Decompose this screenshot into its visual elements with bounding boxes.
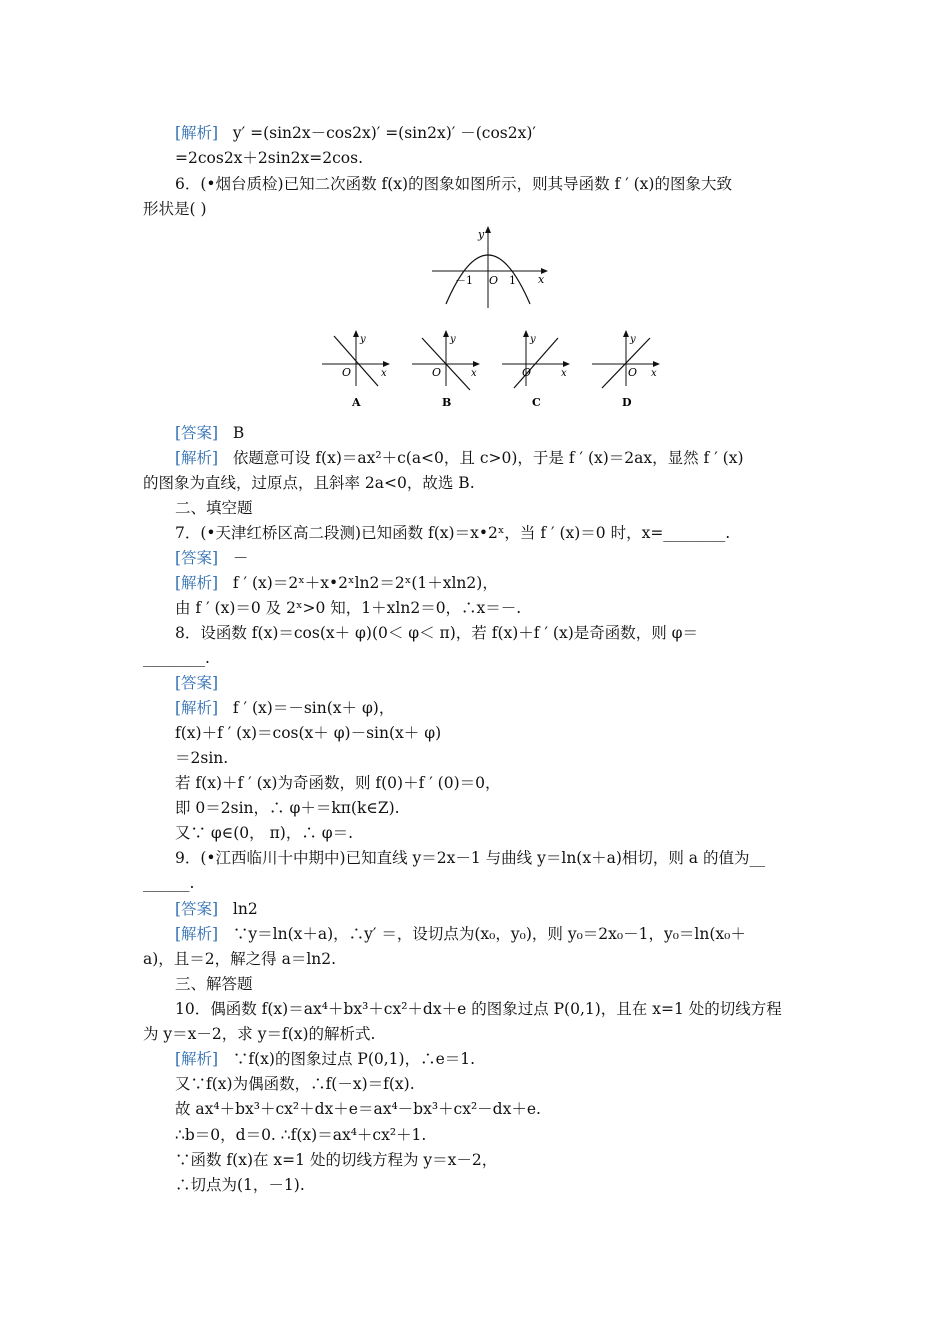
answer-tag: [答案]	[175, 424, 219, 442]
solution-tag: [解析]	[175, 1050, 219, 1068]
text-line: 若 f(x)＋f ′ (x)为奇函数，则 f(0)＋f ′ (0)＝0，	[175, 774, 501, 792]
option-d-graph	[590, 326, 664, 412]
solution-line	[175, 697, 394, 719]
text-line: =2cos2x＋2sin2x=2cos.	[175, 149, 364, 167]
axis-label-y: y	[360, 334, 366, 345]
axis-label-y: y	[630, 334, 636, 345]
solution-line	[175, 572, 498, 594]
question-9: 9．(•江西临川十中期中)已知直线 y＝2x－1 与曲线 y＝ln(x＋a)相切，则 a 的值为__	[175, 849, 765, 867]
answer-line	[175, 422, 244, 444]
answer-tag: [答案]	[175, 900, 219, 918]
section-heading: 三、解答题	[175, 975, 253, 993]
text-line: ∴切点为(1，－1).	[175, 1176, 305, 1194]
axis-label-y: y	[530, 334, 536, 345]
line-text: f ′ (x)＝2ˣ＋x•2ˣln2＝2ˣ(1＋xln2)，	[232, 574, 498, 592]
solution-line	[175, 447, 744, 469]
text-line: ______.	[143, 874, 195, 892]
solution-tag: [解析]	[175, 699, 219, 717]
line-text: ∵f(x)的图象过点 P(0,1)，∴e＝1.	[232, 1050, 476, 1068]
text-line: a)，且＝2，解之得 a＝ln2.	[143, 950, 337, 968]
axis-label-x: x	[381, 368, 387, 379]
text-line: 故 ax⁴＋bx³＋cx²＋dx＋e＝ax⁴－bx³＋cx²－dx＋e.	[175, 1100, 541, 1118]
option-b-graph	[410, 326, 484, 412]
solution-tag: [解析]	[175, 124, 219, 142]
axis-label-x: x	[561, 368, 567, 379]
line-text: B	[232, 424, 245, 442]
answer-tag: [答案]	[175, 549, 219, 567]
text-line: 形状是( )	[143, 200, 207, 218]
option-caption: B	[442, 396, 452, 409]
axis-label-x: x	[651, 368, 657, 379]
tick-label: －1	[455, 274, 473, 287]
question-10: 10．偶函数 f(x)＝ax⁴＋bx³＋cx²＋dx＋e 的图象过点 P(0,1)，且在 x=1 处的切线方程	[175, 1000, 782, 1018]
solution-line	[175, 122, 536, 144]
origin-label: O	[489, 274, 499, 287]
text-line: 为 y＝x－2，求 y＝f(x)的解析式.	[143, 1025, 376, 1043]
text-line: ＝2sin.	[175, 749, 229, 767]
line-text: －	[232, 549, 249, 567]
axis-label-x: x	[538, 273, 545, 286]
line-text: 依题意可设 f(x)＝ax²＋c(a<0，且 c>0)，于是 f ′ (x)＝2ax，显然 f ′ (x)	[232, 449, 744, 467]
text-line: 又∵ φ∈(0， π)，∴ φ＝.	[175, 824, 354, 842]
text-line: 由 f ′ (x)＝0 及 2ˣ>0 知，1＋xln2＝0，∴x＝－.	[175, 599, 522, 617]
solution-line	[175, 923, 746, 945]
axis-label-x: x	[471, 368, 477, 379]
line-text: f ′ (x)＝－sin(x＋ φ)，	[232, 699, 395, 717]
section-heading: 二、填空题	[175, 499, 253, 517]
line-text: y′ =(sin2x－cos2x)′ =(sin2x)′ －(cos2x)′	[232, 124, 536, 142]
axis-label-y: y	[450, 334, 456, 345]
origin-label: O	[342, 366, 352, 379]
answer-line	[175, 898, 258, 920]
solution-tag: [解析]	[175, 449, 219, 467]
option-caption: D	[622, 396, 632, 409]
answer-line	[175, 547, 248, 569]
text-line: f(x)＋f ′ (x)＝cos(x＋ φ)－sin(x＋ φ)	[175, 724, 442, 742]
axis-label-y: y	[478, 228, 485, 241]
solution-tag: [解析]	[175, 925, 219, 943]
option-a-graph	[320, 326, 394, 412]
question-6: 6．(•烟台质检)已知二次函数 f(x)的图象如图所示，则其导函数 f ′ (x)的图象大致	[175, 175, 732, 193]
line-text: ∵y＝ln(x＋a)，∴y′ ＝，设切点为(x₀，y₀)，则 y₀＝2x₀－1，y₀＝ln(x₀＋	[232, 925, 746, 943]
option-caption: A	[352, 396, 361, 409]
text-line: 的图象为直线，过原点，且斜率 2a<0，故选 B.	[143, 474, 475, 492]
origin-label: O	[432, 366, 442, 379]
origin-label: O	[628, 366, 638, 379]
text-line: ∵函数 f(x)在 x=1 处的切线方程为 y＝x－2，	[175, 1151, 498, 1169]
text-line: 即 0＝2sin，∴ φ＋＝kπ(k∈Z).	[175, 799, 400, 817]
answer-line	[175, 672, 218, 694]
solution-line	[175, 1048, 475, 1070]
option-c-graph	[500, 326, 574, 412]
text-line: 又∵f(x)为偶函数，∴f(－x)＝f(x).	[175, 1075, 415, 1093]
text-line: ________.	[143, 649, 210, 667]
solution-tag: [解析]	[175, 574, 219, 592]
line-text: ln2	[232, 900, 258, 918]
question-7: 7．(•天津红桥区高二段测)已知函数 f(x)＝x•2ˣ，当 f ′ (x)＝0 时，x=________.	[175, 524, 731, 542]
answer-tag: [答案]	[175, 674, 219, 692]
option-caption: C	[532, 396, 541, 409]
text-line: ∴b＝0，d＝0. ∴f(x)＝ax⁴＋cx²＋1.	[175, 1126, 427, 1144]
origin-label: O	[522, 366, 532, 379]
question-8: 8．设函数 f(x)＝cos(x＋ φ)(0＜ φ＜ π)，若 f(x)＋f ′ (x)是奇函数，则 φ＝	[175, 624, 699, 642]
parabola-graph	[430, 224, 550, 310]
tick-label: 1	[509, 274, 516, 287]
